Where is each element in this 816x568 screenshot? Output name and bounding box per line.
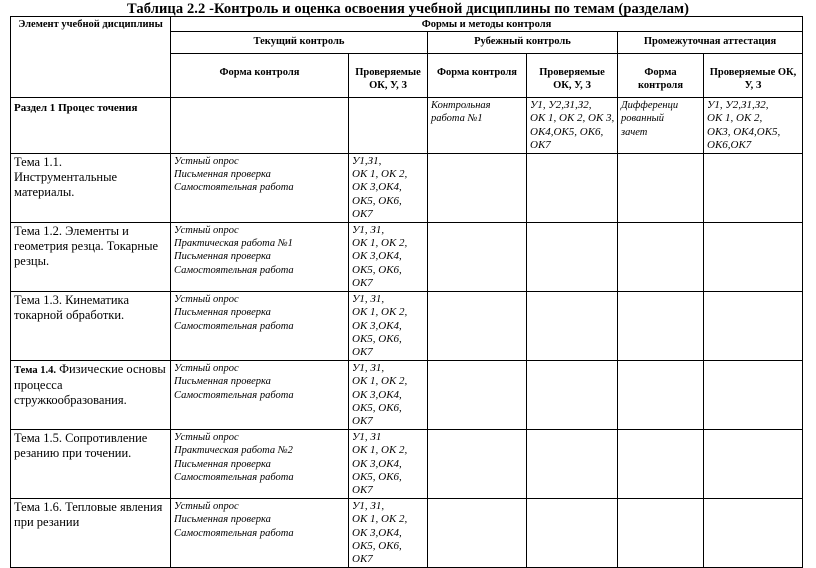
- text-line: У1, З1: [352, 430, 382, 443]
- empty-cell: [428, 153, 527, 222]
- text-line: ОК 3,ОК4,: [352, 457, 402, 470]
- text-line: Устный опрос: [174, 431, 239, 443]
- table-row: [11, 222, 803, 291]
- topic-cell: [11, 498, 171, 567]
- empty-cell: [618, 429, 704, 498]
- header-form-control: Форма контроля: [428, 54, 527, 98]
- text-line: рованный: [621, 113, 665, 125]
- topic-name: Элементы и геометрия резца. Токарные резцы.: [14, 223, 159, 268]
- text-line: У1, У2,З1,З2,: [707, 99, 769, 111]
- empty-cell: [428, 291, 527, 360]
- milestone-form: Контрольная работа №1: [428, 98, 527, 154]
- text-line: Письменная проверка: [174, 458, 271, 470]
- text-line: ОК3, ОК4,ОК5,: [707, 125, 781, 138]
- milestone-checked: [527, 98, 618, 154]
- empty-cell: [171, 98, 349, 154]
- text-line: Письменная проверка: [174, 376, 271, 388]
- text-line: ОК5, ОК6,: [352, 332, 402, 345]
- text-line: ОК7: [530, 139, 551, 152]
- empty-cell: [618, 498, 704, 567]
- table-row: [11, 498, 803, 567]
- empty-cell: [704, 498, 803, 567]
- text-line: ОК7: [352, 484, 373, 497]
- text-line: Устный опрос: [174, 362, 239, 374]
- text-line: Письменная проверка: [174, 514, 271, 526]
- empty-cell: [618, 153, 704, 222]
- empty-cell: [527, 498, 618, 567]
- text-line: ОК5, ОК6,: [352, 470, 402, 483]
- text-line: ОК 1, ОК 2,: [352, 168, 408, 181]
- header-form-control: Форма контроля: [618, 54, 704, 98]
- text-line: зачет: [621, 126, 648, 138]
- text-line: Письменная проверка: [174, 251, 271, 263]
- empty-cell: [428, 360, 527, 429]
- text-line: ОК7: [352, 346, 373, 359]
- header-checked: Проверяемые ОК, У, З: [704, 54, 803, 98]
- empty-cell: [618, 222, 704, 291]
- text-line: ОК6,ОК7: [707, 139, 752, 152]
- checked-cell: [349, 498, 428, 567]
- empty-cell: [428, 222, 527, 291]
- text-line: ОК 3,ОК4,: [352, 250, 402, 263]
- checked-cell: [349, 291, 428, 360]
- text-line: Самостоятельная работа: [174, 182, 294, 194]
- text-line: Устный опрос: [174, 500, 239, 512]
- empty-cell: [704, 222, 803, 291]
- text-line: ОК 3,ОК4,: [352, 319, 402, 332]
- header-milestone-control: Рубежный контроль: [428, 32, 618, 54]
- forms-cell: [171, 498, 349, 567]
- empty-cell: [428, 498, 527, 567]
- text-line: ОК 1, ОК 2,: [707, 112, 763, 125]
- forms-cell: [171, 153, 349, 222]
- text-line: Самостоятельная работа: [174, 471, 294, 483]
- table-row: [11, 291, 803, 360]
- text-line: ОК4,ОК5, ОК6,: [530, 125, 604, 138]
- section-number: Раздел 1: [14, 102, 56, 114]
- topic-cell: [11, 291, 171, 360]
- text-line: ОК5, ОК6,: [352, 540, 402, 552]
- topic-number: Тема 1.2.: [14, 223, 62, 238]
- text-line: ОК 1, ОК 2,: [352, 513, 408, 526]
- topic-name: Инструментальные материалы.: [14, 169, 118, 199]
- interim-checked: [704, 98, 803, 154]
- control-table: [10, 16, 803, 568]
- text-line: У1, З1,: [352, 223, 385, 236]
- header-form-control: Форма контроля: [171, 54, 349, 98]
- topic-number: Тема 1.3.: [14, 292, 62, 307]
- empty-cell: [704, 291, 803, 360]
- empty-cell: [618, 291, 704, 360]
- text-line: ОК7: [352, 208, 373, 221]
- text-line: ОК 1, ОК 2,: [352, 306, 408, 319]
- section-name: Процес точения: [58, 102, 138, 114]
- text-line: ОК 3,ОК4,: [352, 388, 402, 401]
- empty-cell: [527, 222, 618, 291]
- text-line: ОК 3,ОК4,: [352, 181, 402, 194]
- forms-cell: [171, 222, 349, 291]
- topic-cell: [11, 360, 171, 429]
- empty-cell: [527, 153, 618, 222]
- topic-name: Кинематика токарной обработки.: [14, 292, 129, 322]
- empty-cell: [704, 360, 803, 429]
- checked-cell: [349, 429, 428, 498]
- topic-name: Тепловые явления при резании: [14, 499, 163, 529]
- topic-number: Тема 1.5.: [14, 430, 62, 445]
- text-line: Устный опрос: [174, 293, 239, 305]
- header-element: Элемент учебной дисциплины: [11, 17, 171, 98]
- text-line: ОК 1, ОК 2, ОК 3,: [530, 112, 615, 125]
- table-row: [11, 153, 803, 222]
- text-line: Письменная проверка: [174, 169, 271, 181]
- topic-number: Тема 1.6.: [14, 499, 62, 514]
- checked-cell: [349, 360, 428, 429]
- forms-cell: [171, 360, 349, 429]
- topic-cell: [11, 153, 171, 222]
- header-current-control: Текущий контроль: [171, 32, 428, 54]
- text-line: Самостоятельная работа: [174, 389, 294, 401]
- empty-cell: [527, 360, 618, 429]
- empty-cell: [704, 429, 803, 498]
- text-line: ОК7: [352, 415, 373, 428]
- text-line: ОК7: [352, 553, 373, 566]
- text-line: ОК 1, ОК 2,: [352, 237, 408, 250]
- table-row: [11, 360, 803, 429]
- text-line: ОК 3,ОК4,: [352, 526, 402, 539]
- table-caption: Таблица 2.2 -Контроль и оценка освоения учебной дисциплины по темам (разделам): [126, 1, 690, 17]
- text-line: ОК 1, ОК 2,: [352, 375, 408, 388]
- text-line: ОК5, ОК6,: [352, 401, 402, 414]
- topic-number: Тема 1.1.: [14, 154, 62, 169]
- text-line: ОК5, ОК6,: [352, 263, 402, 276]
- checked-cell: [349, 153, 428, 222]
- text-line: Устный опрос: [174, 155, 239, 167]
- text-line: Самостоятельная работа: [174, 527, 294, 539]
- text-line: У1, З1,: [352, 292, 385, 305]
- section-label: [11, 98, 171, 154]
- topic-name: Сопротивление резанию при точении.: [14, 430, 148, 460]
- text-line: ОК 1, ОК 2,: [352, 444, 408, 457]
- text-line: Устный опрос: [174, 224, 239, 236]
- text-line: ОК7: [352, 277, 373, 290]
- forms-cell: [171, 291, 349, 360]
- text-line: Практическая работа №2: [174, 445, 293, 457]
- topic-cell: [11, 222, 171, 291]
- header-interim-certification: Промежуточная аттестация: [618, 32, 803, 54]
- topic-name: Физические основы процесса стружкообразования.: [14, 361, 166, 407]
- interim-form: [618, 98, 704, 154]
- table-row: [11, 429, 803, 498]
- empty-cell: [527, 429, 618, 498]
- forms-cell: [171, 429, 349, 498]
- topic-number: Тема 1.4.: [14, 364, 56, 376]
- topic-cell: [11, 429, 171, 498]
- header-forms-methods: Формы и методы контроля: [171, 17, 803, 32]
- empty-cell: [704, 153, 803, 222]
- empty-cell: [527, 291, 618, 360]
- empty-cell: [428, 429, 527, 498]
- text-line: Самостоятельная работа: [174, 264, 294, 276]
- text-line: Практическая работа №1: [174, 238, 293, 250]
- text-line: Письменная проверка: [174, 307, 271, 319]
- text-line: У1,З1,: [352, 154, 382, 167]
- text-line: ОК5, ОК6,: [352, 194, 402, 207]
- header-checked: Проверяемые ОК, У, З: [527, 54, 618, 98]
- text-line: Дифференци: [621, 100, 679, 111]
- text-line: У1, У2,З1,З2,: [530, 99, 592, 111]
- checked-cell: [349, 222, 428, 291]
- text-line: Самостоятельная работа: [174, 320, 294, 332]
- empty-cell: [349, 98, 428, 154]
- text-line: У1, З1,: [352, 499, 385, 512]
- text-line: У1, З1,: [352, 361, 385, 374]
- header-checked: Проверяемые ОК, У, З: [349, 54, 428, 98]
- empty-cell: [618, 360, 704, 429]
